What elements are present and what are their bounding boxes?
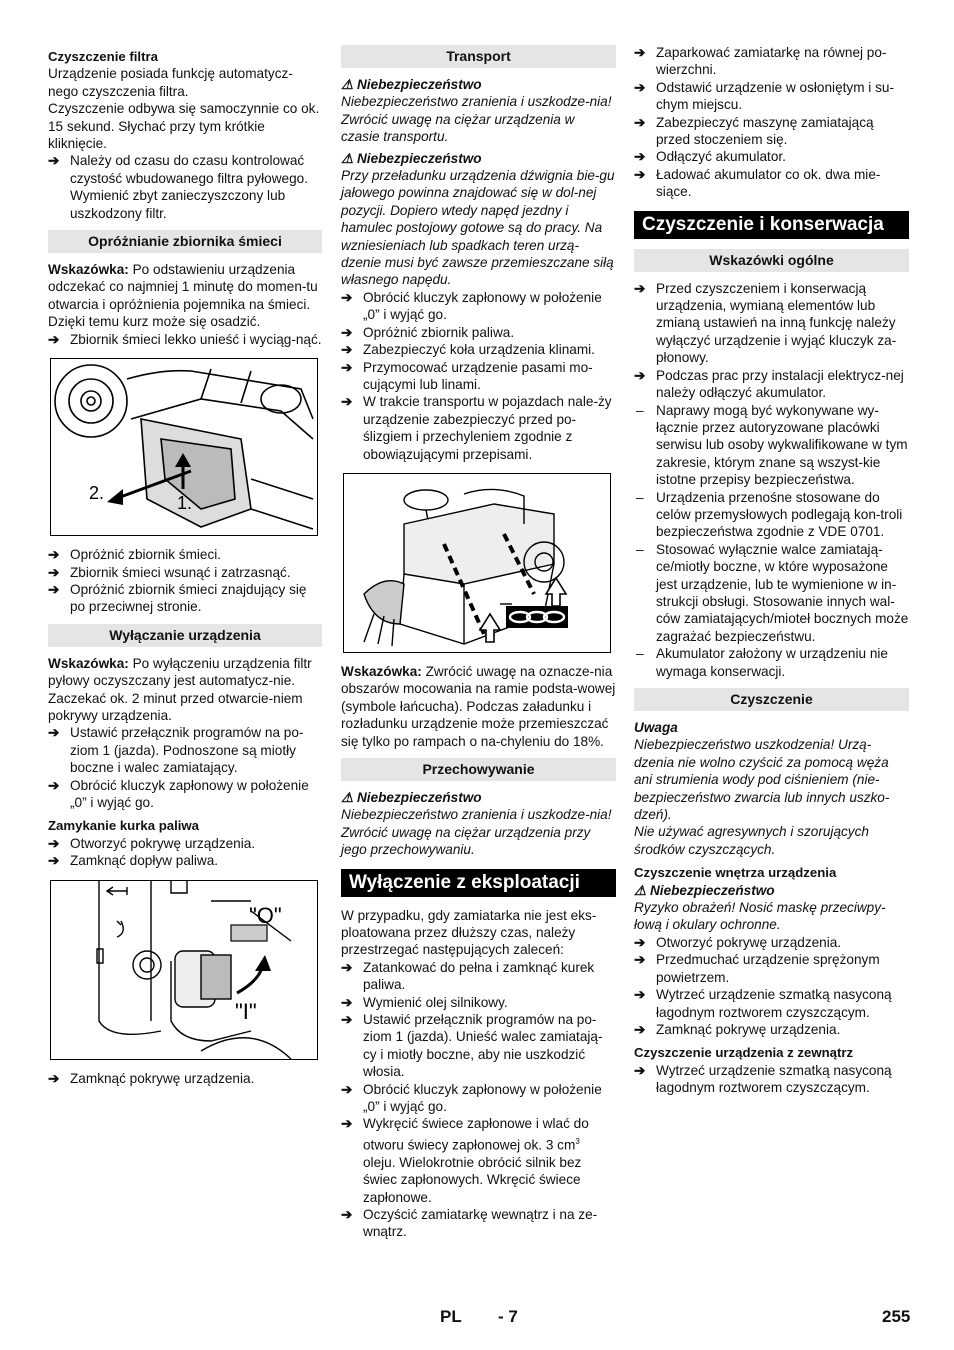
arrow-icon: ➔ — [341, 994, 353, 1010]
list-item: ➔ Otworzyć pokrywę urządzenia. — [634, 934, 842, 950]
arrow-icon: ➔ — [48, 835, 60, 851]
arrow-icon: ➔ — [341, 394, 353, 410]
arrow-icon: ➔ — [48, 153, 60, 169]
danger-text: Ryzyko obrażeń! Nosić maskę przeciwpy-łową i okulary ochronne. — [634, 900, 886, 933]
dash-icon: – — [636, 541, 644, 557]
list-item: ➔ Wymienić olej silnikowy. — [341, 994, 508, 1010]
note: Wskazówka: Po wyłączeniu urządzenia filtr pyłowy oczyszczany jest automatycz-nie. Zaczekać ok. 2 minut przed otwarcie-niem pokrywy urządzenia. — [48, 655, 312, 723]
list-item: – Stosować wyłącznie walce zamiatają-ce/miotły boczne, w które wyposażone jest urządzenie, lub te wymienione w in-strukcji obsługi. Stosowanie innych wal-ców zamiatających/mioteł bocznych może zagrażać bezpieczeństwu. — [636, 541, 909, 644]
section-heading-general: Wskazówki ogólne — [634, 249, 909, 272]
column-1 — [48, 44, 322, 1087]
section-heading-bin: Opróżnianie zbiornika śmieci — [48, 230, 322, 253]
sweeper-tiedown-illustration — [344, 474, 610, 652]
footer-page-number: 255 — [882, 1307, 911, 1326]
warning-icon: ⚠ — [341, 789, 354, 805]
arrow-icon: ➔ — [634, 952, 646, 968]
arrow-icon: ➔ — [48, 547, 60, 563]
list-item: ➔ Opróżnić zbiornik paliwa. — [341, 324, 515, 340]
arrow-icon: ➔ — [48, 777, 60, 793]
column-2 — [341, 44, 616, 1241]
list-item: ➔ Obrócić kluczyk zapłonowy w położenie „0” i wyjąć go. — [48, 777, 309, 810]
list-item: ➔ Należy od czasu do czasu kontrolować czystość wbudowanego filtra pyłowego. Wymienić zbyt zanieczyszczony lub uszkodzony filtr. — [48, 153, 309, 221]
arrow-icon: ➔ — [48, 564, 60, 580]
paragraph: Czyszczenie odbywa się samoczynnie co ok. 15 sekund. Słychać przy tym krótkie kliknięcie. — [48, 101, 320, 152]
dash-icon: – — [636, 402, 644, 418]
danger-text: Niebezpieczeństwo zranienia i uszkodze-nia! Zwrócić uwagę na ciężar urządzenia przy jego przechowywaniu. — [341, 807, 612, 858]
fuel-tap-illustration — [51, 881, 317, 1059]
list-item: ➔ Zaparkować zamiatarkę na równej po-wierzchni. — [634, 45, 887, 78]
arrow-icon: ➔ — [634, 149, 646, 165]
arrow-icon: ➔ — [634, 987, 646, 1003]
figure-transport-anchors — [343, 473, 611, 653]
list-item: ➔ Otworzyć pokrywę urządzenia. — [48, 835, 256, 851]
dash-icon: – — [636, 646, 644, 662]
danger-text: Niebezpieczeństwo zranienia i uszkodze-nia! Zwrócić uwagę na ciężar urządzenia w czasie transportu. — [341, 94, 612, 145]
list-item: ➔ Obrócić kluczyk zapłonowy w położenie „0” i wyjąć go. — [341, 1081, 602, 1115]
list-item: ➔ Zabezpieczyć maszynę zamiatającą przed stoczeniem się. — [634, 114, 874, 148]
warning-icon: ⚠ — [634, 882, 647, 898]
note: Wskazówka: Zwrócić uwagę na oznacze-nia obszarów mocowania na ramie podsta-wowej (symbole łańcucha). Podczas załadunku i rozładunku urządzenie może przemieszczać się tylko po rampach o na-chyleniu do 18%. — [341, 663, 616, 749]
list-item: ➔ Obrócić kluczyk zapłonowy w położenie „0” i wyjąć go. — [341, 289, 602, 323]
paragraph: Urządzenie posiada funkcję automatycz-nego czyszczenia filtra. — [48, 66, 293, 99]
arrow-icon: ➔ — [48, 1070, 60, 1086]
dash-icon: – — [636, 489, 644, 505]
arrow-icon: ➔ — [634, 1021, 646, 1037]
heading-filter-cleaning: Czyszczenie filtra — [48, 49, 158, 64]
warning-icon: ⚠ — [341, 150, 354, 166]
list-item: ➔ Opróżnić zbiornik śmieci. — [48, 547, 222, 563]
list-item: ➔ Odstawić urządzenie w osłoniętym i su-chym miejscu. — [634, 79, 894, 113]
list-item: ➔ Zamknąć pokrywę urządzenia. — [48, 1070, 255, 1086]
list-item: ➔ Wytrzeć urządzenie szmatką nasyconą łagodnym roztworem czyszczącym. — [634, 987, 892, 1020]
arrow-icon: ➔ — [341, 959, 353, 975]
heading-fuel-tap: Zamykanie kurka paliwa — [48, 818, 199, 834]
list-item: – Urządzenia przenośne stosowane do celów przemysłowych podlegają kon-troli bezpieczeństwa zgodnie z VDE 0701. — [636, 489, 903, 540]
arrow-icon: ➔ — [634, 367, 646, 383]
list-item: ➔ Zabezpieczyć koła urządzenia klinami. — [341, 342, 595, 358]
danger-label: ⚠ Niebezpieczeństwo — [341, 77, 482, 92]
caution-text: Niebezpieczeństwo uszkodzenia! Urzą-dzenia nie wolno czyścić za pomocą węża ani strumienia wody pod ciśnieniem (nie-bezpieczeństwo zwarcia lub innych uszko-dzeń). — [634, 737, 890, 823]
chapter-heading-decommissioning: Wyłączenie z eksploatacji — [341, 869, 616, 897]
list-item: ➔ Opróżnić zbiornik śmieci znajdujący się po przeciwnej stronie. — [48, 581, 307, 615]
section-heading-cleaning: Czyszczenie — [634, 688, 909, 711]
list-item: ➔ Oczyścić zamiatarkę wewnątrz i na ze-wnątrz. — [341, 1207, 598, 1240]
arrow-icon: ➔ — [634, 45, 646, 60]
list-item: ➔ Podczas prac przy instalacji elektrycz-nej należy odłączyć akumulator. — [634, 367, 904, 401]
section-heading-transport: Transport — [341, 45, 616, 68]
list-item: ➔ Zamknąć pokrywę urządzenia. — [634, 1021, 841, 1037]
section-heading-storage: Przechowywanie — [341, 758, 616, 781]
bin-removal-illustration — [51, 359, 317, 535]
list-item: ➔ Zbiornik śmieci wsunąć i zatrzasnąć. — [48, 564, 291, 580]
label-position-i: "I" — [235, 998, 257, 1024]
list-item: ➔ Zatankować do pełna i zamknąć kurek paliwa. — [341, 959, 595, 993]
arrow-icon: ➔ — [634, 280, 646, 296]
section-heading-switch-off: Wyłączanie urządzenia — [48, 624, 322, 647]
arrow-icon: ➔ — [341, 1116, 353, 1132]
arrow-icon: ➔ — [634, 1062, 646, 1078]
arrow-icon: ➔ — [634, 166, 646, 182]
list-item: – Naprawy mogą być wykonywane wy-łącznie przez autoryzowane placówki serwisu lub osoby wykwalifikowane w tym zakresie, którym znane są wszyst-kie istotne przepisy bezpieczeństwa. — [636, 402, 908, 488]
list-item: ➔ W trakcie transportu w pojazdach nale-ży urządzenie zabezpieczyć przed po-ślizgiem i przechyleniem zgodnie z obowiązującymi przepisami. — [341, 394, 612, 462]
heading-outside-cleaning: Czyszczenie urządzenia z zewnątrz — [634, 1045, 854, 1061]
arrow-icon: ➔ — [341, 289, 353, 305]
note: Wskazówka: Po odstawieniu urządzenia odczekać co najmniej 1 minutę do momen-tu otwarcia i opróżnienia pojemnika na śmieci. Dzięki temu kurz może się osadzić. — [48, 262, 318, 330]
figure-label-2: 2. — [89, 483, 105, 504]
danger-label: ⚠ Niebezpieczeństwo — [341, 789, 482, 805]
figure-fuel-tap — [50, 880, 318, 1060]
list-item: ➔ Odłączyć akumulator. — [634, 149, 786, 165]
list-item: ➔ Ładować akumulator co ok. dwa mie-siące. — [634, 166, 881, 200]
chapter-heading-care: Czyszczenie i konserwacja — [634, 211, 909, 239]
caution-text: Nie używać agresywnych i szorujących środków czyszczących. — [634, 824, 869, 857]
list-item: ➔ Przedmuchać urządzenie sprężonym powietrzem. — [634, 952, 880, 985]
arrow-icon: ➔ — [341, 1081, 353, 1097]
figure-bin-removal — [50, 358, 318, 536]
list-item: ➔ Wytrzeć urządzenie szmatką nasyconą łagodnym roztworem czyszczącym. — [634, 1062, 892, 1096]
arrow-icon: ➔ — [48, 331, 60, 347]
arrow-icon: ➔ — [48, 853, 60, 869]
arrow-icon: ➔ — [48, 725, 60, 741]
list-item: ➔ Ustawić przełącznik programów na po-ziom 1 (jazda). Unieść walec zamiatają-cy i miotły boczne, aby nie uszkodzić włosia. — [341, 1012, 603, 1080]
list-item: ➔ Wykręcić świece zapłonowe i wlać do otworu świecy zapłonowej ok. 3 $cm^3$ oleju. Wielokrotnie obrócić silnik bez świec zapłonowych. Wkręcić świece zapłonowe. — [341, 1116, 589, 1205]
caution-label: Uwaga — [634, 720, 678, 735]
list-item: ➔ Zamknąć dopływ paliwa. — [48, 853, 219, 869]
paragraph: W przypadku, gdy zamiatarka nie jest eks-ploatowana przez dłuższy czas, należy przestrzegać następujących zaleceń: — [341, 907, 597, 958]
list-item: ➔ Przed czyszczeniem i konserwacją urządzenia, wymianą elementów lub zmianą ustawień na inną funkcję należy wyłączyć urządzenie i wyjąć kluczyk za-płonowy. — [634, 280, 897, 366]
heading-inside-cleaning: Czyszczenie wnętrza urządzenia — [634, 865, 837, 881]
arrow-icon: ➔ — [341, 324, 353, 340]
danger-text: Przy przeładunku urządzenia dźwignia bie-gu jałowego powinna znajdować się w dol-nej pozycji. Dopiero wtedy napęd jezdny i hamulec postojowy gotowe są do pracy. Na wzniesieniach lub spadkach teren urzą-dzenie musi być zawsze przemieszczane siłą własnego napędu. — [341, 168, 615, 288]
list-item: ➔ Zbiornik śmieci lekko unieść i wyciąg-nąć. — [48, 331, 322, 347]
arrow-icon: ➔ — [48, 581, 60, 597]
list-item: ➔ Przymocować urządzenie pasami mo-cującymi lub linami. — [341, 359, 593, 392]
arrow-icon: ➔ — [341, 359, 353, 375]
list-item: – Akumulator założony w urządzeniu nie wymaga konserwacji. — [636, 646, 888, 679]
label-position-o: "O" — [249, 902, 282, 928]
danger-label: ⚠ Niebezpieczeństwo — [634, 882, 775, 898]
column-3 — [634, 44, 909, 1097]
arrow-icon: ➔ — [634, 79, 646, 95]
footer-language: PL — [440, 1307, 462, 1326]
footer-local-page: - 7 — [498, 1307, 518, 1326]
arrow-icon: ➔ — [634, 114, 646, 130]
danger-label: ⚠ Niebezpieczeństwo — [341, 150, 482, 166]
arrow-icon: ➔ — [634, 934, 646, 950]
list-item: ➔ Ustawić przełącznik programów na po-ziom 1 (jazda). Podnoszone są miotły boczne i walec zamiatający. — [48, 725, 304, 776]
warning-icon: ⚠ — [341, 77, 354, 92]
arrow-icon: ➔ — [341, 1012, 353, 1028]
figure-label-1: 1. — [177, 493, 193, 514]
arrow-icon: ➔ — [341, 1207, 353, 1223]
arrow-icon: ➔ — [341, 342, 353, 358]
